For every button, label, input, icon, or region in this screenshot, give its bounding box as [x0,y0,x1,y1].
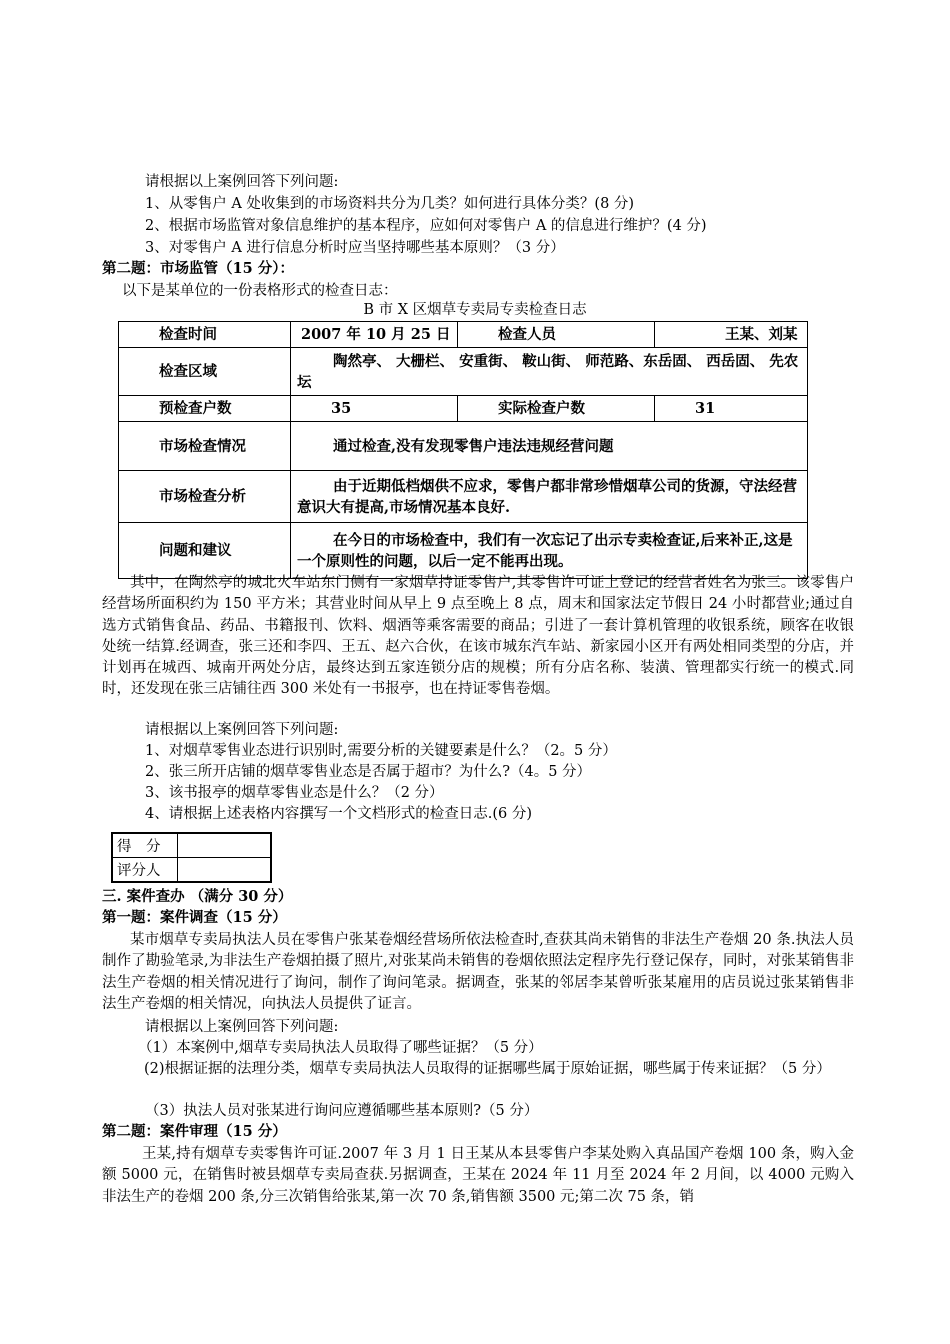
log-label: 检查人员 [458,322,655,348]
log-label: 预检查户数 [119,396,291,422]
question-item: 1、对烟草零售业态进行识别时,需要分析的关键要素是什么？（2。5 分） [145,743,617,759]
log-value: 由于近期低档烟供不应求，零售户都非常珍惜烟草公司的货源，守法经营意识大有提高,市场情况基本良好. [291,471,808,523]
case-paragraph: 某市烟草专卖局执法人员在零售户张某卷烟经营场所依法检查时,查获其尚未销售的非法生产卷烟 20 条.执法人员制作了勘验笔录,为非法生产卷烟拍摄了照片,对张某尚未销售的卷烟依照法定程序先行登记保存，同时，对张某销售非法生产卷烟的相关情况进行了询问，制作了询问笔录。据调查，张某的邻居李某曾听张某雇用的店员说过张某销售非法生产卷烟的相关情况，向执法人员提供了证言。 [102,932,854,1012]
log-label: 检查时间 [119,322,291,348]
question-prompt: 请根据以上案例回答下列问题: [145,722,339,738]
score-box [111,832,272,883]
grader-field[interactable] [178,858,272,883]
log-value: 35 [291,396,458,422]
question-item: 2、根据市场监管对象信息维护的基本程序，应如何对零售户 A 的信息进行维护？(4 分) [145,218,707,234]
question-item: （3）执法人员对张某进行询问应遵循哪些基本原则?（5 分） [145,1103,539,1119]
score-field[interactable] [178,833,272,858]
log-label: 检查区域 [119,348,291,396]
log-label: 问题和建议 [119,523,291,579]
log-value: 在今日的市场检查中，我们有一次忘记了出示专卖检查证,后来补正,这是一个原则性的问题，以后一定不能再出现。 [291,523,808,579]
question-item: 3、该书报亭的烟草零售业态是什么？（2 分） [145,785,444,801]
question-prompt: 请根据以上案例回答下列问题: [145,1019,339,1035]
log-value: 2007 年 10 月 25 日 [291,322,458,348]
section-heading: 第二题：市场监管（15 分）： [102,260,294,277]
log-value: 王某、刘某 [655,322,808,348]
part-heading: 三. 案件查办 （满分 30 分） [102,888,293,905]
section-heading: 第一题：案件调查（15 分） [102,909,287,926]
log-label: 市场检查分析 [119,471,291,523]
question-item: 4、请根据上述表格内容撰写一个文档形式的检查日志.(6 分) [145,806,532,822]
section-lead: 以下是某单位的一份表格形式的检查日志： [122,283,398,299]
table-title: B 市 X 区烟草专卖局专卖检查日志 [363,302,587,318]
inspection-log-table [118,321,808,579]
grader-label: 评分人 [112,858,178,883]
log-label: 市场检查情况 [119,422,291,471]
question-item: 1、从零售户 A 处收集到的市场资料共分为几类？如何进行具体分类？(8 分) [145,196,635,212]
question-prompt: 请根据以上案例回答下列问题: [145,174,339,190]
log-value: 通过检查,没有发现零售户违法违规经营问题 [291,422,808,471]
question-item: （1）本案例中,烟草专卖局执法人员取得了哪些证据？（5 分） [138,1040,543,1056]
log-label: 实际检查户数 [458,396,655,422]
log-value: 31 [655,396,808,422]
section-heading: 第二题：案件审理（15 分） [102,1123,287,1140]
question-item: 3、对零售户 A 进行信息分析时应当坚持哪些基本原则？（3 分） [145,240,565,256]
case-paragraph: 王某,持有烟草专卖零售许可证.2007 年 3 月 1 日王某从本县零售户李某处购入真品国产卷烟 100 条，购入金额 5000 元，在销售时被县烟草专卖局查获.另据调查，王某在 2024 年 11 月至 2024 年 2 月间，以 4000 元购入非法生产的卷烟 200 条,分三次销售给张某,第一次 70 条,销售额 3500 元;第二次 75 条，销 [102,1146,854,1205]
log-value: 陶然亭、 大栅栏、 安重街、 鞍山街、 师范路、东岳固、 西岳固、 先农坛 [291,348,808,396]
question-item: 2、张三所开店铺的烟草零售业态是否属于超市？为什么?（4。5 分） [145,764,592,780]
score-label: 得 分 [112,833,178,858]
case-paragraph: 其中，在陶然亭的城北火车站东门侧有一家烟草持证零售户,其零售许可证上登记的经营者姓名为张三。该零售户经营场所面积约为 150 平方米；其营业时间从早上 9 点至晚上 8 点，周末和国家法定节假日 24 小时都营业;通过自选方式销售食品、药品、书籍报刊、饮料、烟酒等乘客需要的商品；引进了一套计算机管理的收银系统，顾客在收银处统一结算.经调查，张三还和李四、王五、赵六合伙，在该市城东汽车站、新家园小区开有两处相同类型的分店，并计划再在城西、城南开两处分店，最终达到五家连锁分店的规模；所有分店名称、装潢、管理都实行统一的模式.同时，还发现在张三店铺往西 300 米处有一书报亭，也在持证零售卷烟。 [102,575,854,698]
question-item: (2)根据证据的法理分类，烟草专卖局执法人员取得的证据哪些属于原始证据，哪些属于传来证据？（5 分） [144,1061,831,1077]
